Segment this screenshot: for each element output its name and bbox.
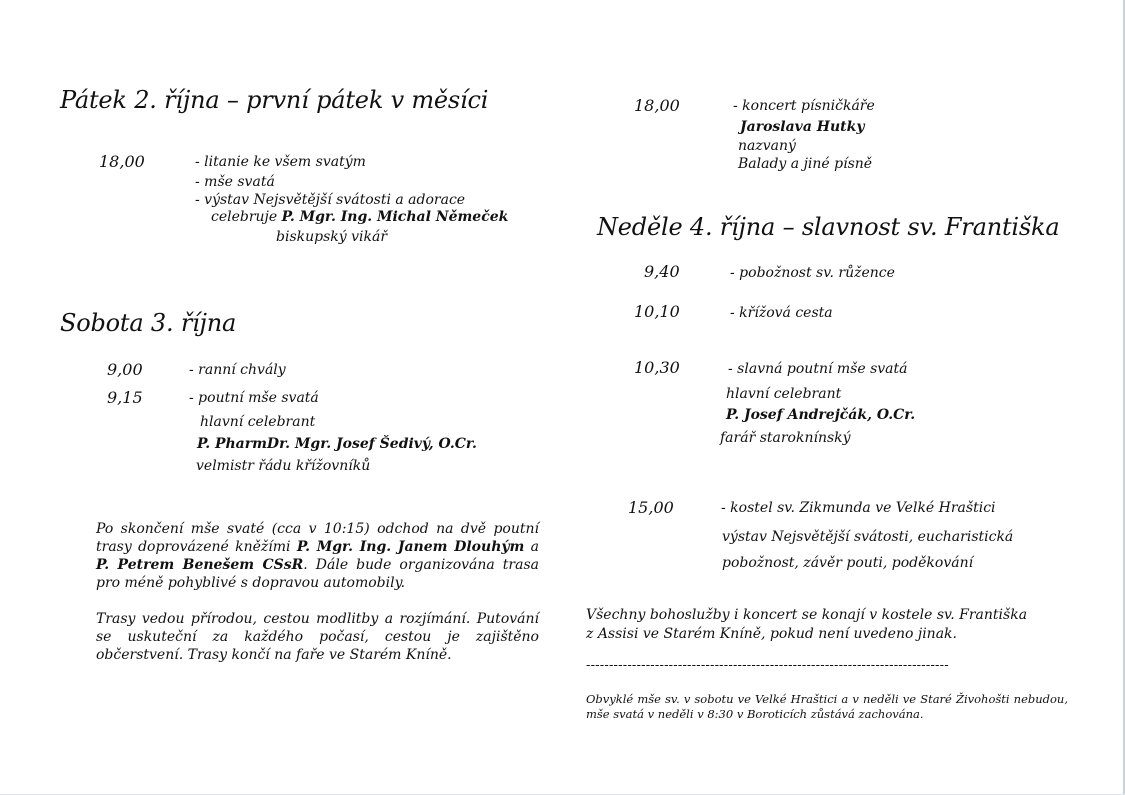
- para1-priest-1: P. Mgr. Ing. Janem Dlouhým: [296, 539, 525, 555]
- friday-celebrant-line: [211, 209, 508, 225]
- sunday-item-4-line-2: výstav Nejsvětější svátosti, eucharistická: [722, 529, 1014, 545]
- sunday-celebrant-name: P. Josef Andrejčák, O.Cr.: [726, 407, 916, 423]
- concert-line-1: - koncert písničkáře: [733, 98, 875, 114]
- separator-line: -------------------------------------------------------------------------------: [586, 658, 949, 673]
- sunday-item-4-line-3: pobožnost, závěr pouti, poděkování: [722, 555, 974, 571]
- saturday-celebrant-role: velmistr řádu křížovníků: [196, 458, 371, 474]
- sunday-main-label: hlavní celebrant: [726, 386, 842, 402]
- friday-time: 18,00: [99, 152, 145, 171]
- sunday-time-4: 15,00: [628, 498, 674, 517]
- saturday-item-2: - poutní mše svatá: [189, 390, 319, 406]
- sunday-time-3: 10,30: [634, 358, 680, 377]
- friday-item-2: - mše svatá: [195, 174, 275, 190]
- venue-note-line-2: z Assisi ve Starém Kníně, pokud není uvedeno jinak.: [586, 626, 957, 642]
- sunday-celebrant-role: farář staroknínský: [720, 430, 851, 446]
- friday-celebrant-prefix: celebruje: [211, 209, 278, 225]
- para1-text-3: . Dále bude organizována trasa pro méně pohyblivé s dopravou automobily.: [96, 557, 539, 591]
- saturday-item-1: - ranní chvály: [189, 362, 286, 378]
- venue-note-line-1: Všechny bohoslužby i koncert se konají v kostele sv. Františka: [586, 607, 1028, 623]
- para1-text-2: a: [524, 539, 540, 555]
- sunday-time-1: 9,40: [644, 262, 680, 281]
- friday-celebrant-role: biskupský vikář: [276, 229, 388, 245]
- concert-time: 18,00: [634, 96, 680, 115]
- saturday-celebrant-name: P. PharmDr. Mgr. Josef Šedivý, O.Cr.: [197, 436, 477, 452]
- sunday-item-4: - kostel sv. Zikmunda ve Velké Hraštici: [721, 500, 996, 516]
- sunday-heading: Neděle 4. října – slavnost sv. Františka: [597, 213, 1060, 241]
- friday-celebrant-name: P. Mgr. Ing. Michal Němeček: [281, 209, 509, 225]
- para1-text-1: Po skončení mše svaté (cca v 10:15) odchod na dvě poutní trasy doprovázené kněžími: [96, 521, 539, 555]
- sunday-time-2: 10,10: [634, 302, 680, 321]
- routes-info-paragraph: Trasy vedou přírodou, cestou modlitby a rozjímání. Putování se uskuteční za každého počasí, cestou je zajištěno občerstvení. Trasy končí na faře ve Starém Kníně.: [96, 611, 539, 663]
- concert-title: Balady a jiné písně: [738, 156, 873, 172]
- saturday-time-2: 9,15: [107, 388, 143, 407]
- saturday-main-label: hlavní celebrant: [200, 414, 316, 430]
- footnote: Obvyklé mše sv. v sobotu ve Velké Hraštici a v neděli ve Staré Živohošti nebudou, mše svatá v neděli v 8:30 v Boroticích zůstává zachována.: [586, 692, 1068, 721]
- walk-routes-paragraph: [96, 520, 539, 592]
- para1-priest-2: P. Petrem Benešem CSsR: [96, 557, 304, 573]
- friday-item-1: - litanie ke všem svatým: [195, 154, 366, 170]
- sunday-item-3: - slavná poutní mše svatá: [728, 361, 908, 377]
- friday-heading: Pátek 2. října – první pátek v měsíci: [60, 86, 489, 114]
- concert-line-3: nazvaný: [738, 138, 796, 154]
- sunday-item-1: - pobožnost sv. růžence: [730, 265, 895, 281]
- concert-performer: Jaroslava Hutky: [740, 119, 865, 135]
- saturday-time-1: 9,00: [107, 360, 143, 379]
- sunday-item-2: - křížová cesta: [730, 305, 833, 321]
- saturday-heading: Sobota 3. října: [60, 309, 237, 337]
- friday-item-3: - výstav Nejsvětější svátosti a adorace: [195, 192, 466, 208]
